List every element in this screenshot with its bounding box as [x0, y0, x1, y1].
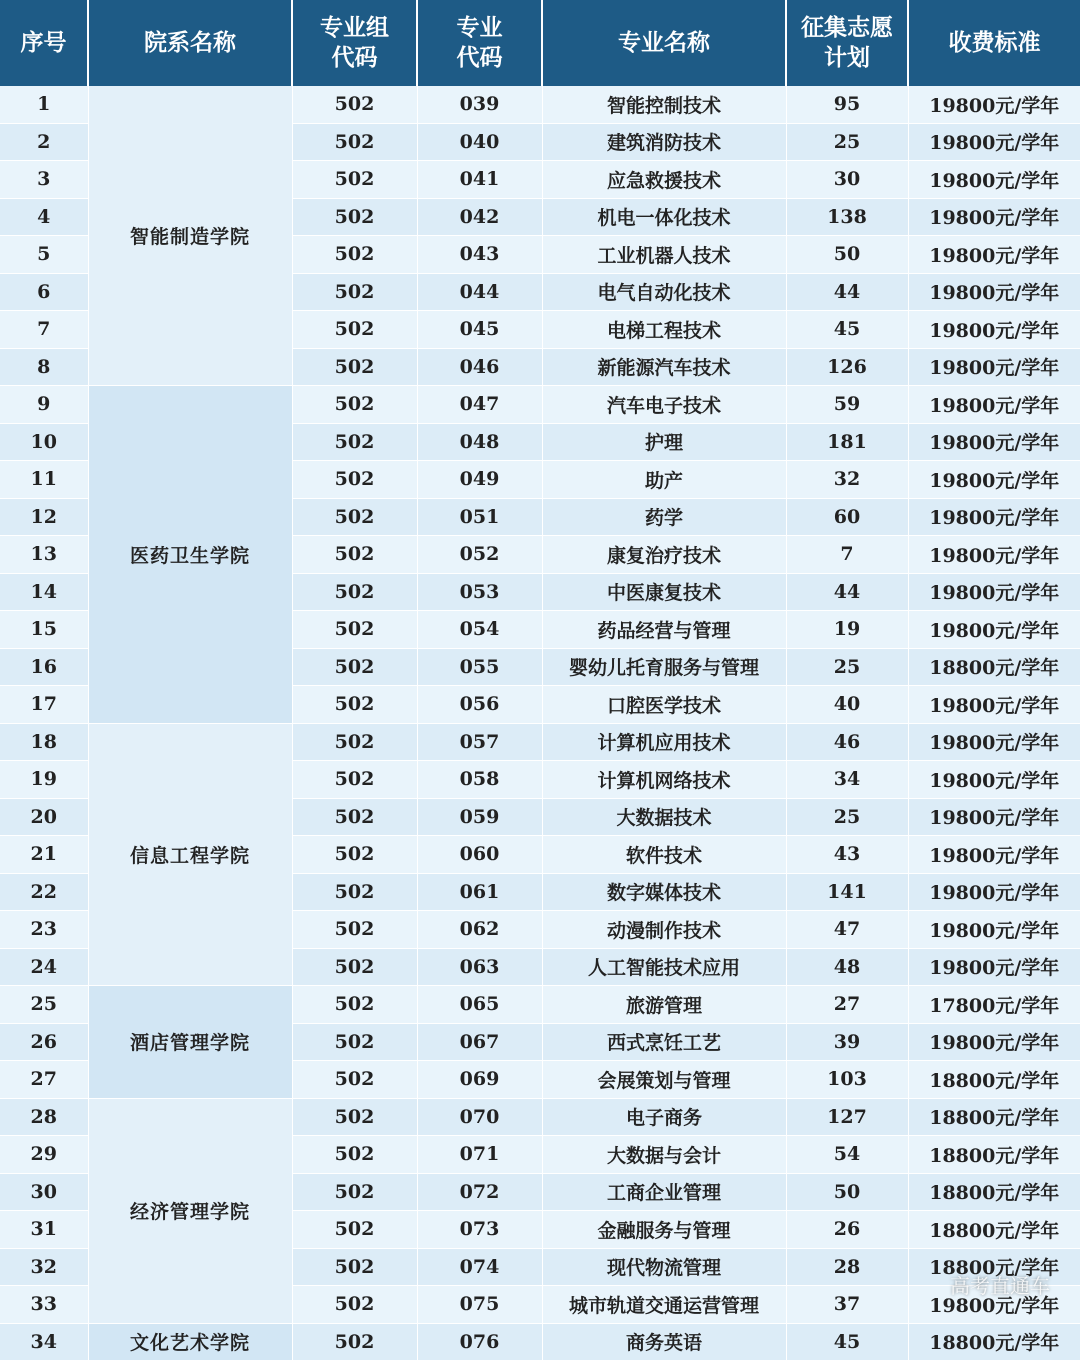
cell-major-name: 大数据与会计	[542, 1136, 786, 1174]
cell-group-code: 502	[292, 86, 417, 123]
cell-plan: 54	[786, 1136, 908, 1174]
cell-fee: 18800元/学年	[908, 1323, 1080, 1361]
cell-fee: 19800元/学年	[908, 236, 1080, 274]
cell-major-name: 电子商务	[542, 1098, 786, 1136]
cell-group-code: 502	[292, 1098, 417, 1136]
cell-fee: 19800元/学年	[908, 911, 1080, 949]
cell-seq: 8	[0, 348, 88, 386]
cell-plan: 28	[786, 1248, 908, 1286]
cell-major-code: 058	[417, 761, 542, 799]
cell-seq: 29	[0, 1136, 88, 1174]
cell-plan: 60	[786, 498, 908, 536]
cell-major-code: 070	[417, 1098, 542, 1136]
cell-fee: 19800元/学年	[908, 273, 1080, 311]
cell-seq: 14	[0, 573, 88, 611]
cell-major-code: 063	[417, 948, 542, 986]
cell-plan: 126	[786, 348, 908, 386]
cell-group-code: 502	[292, 536, 417, 574]
cell-group-code: 502	[292, 1286, 417, 1324]
cell-seq: 18	[0, 723, 88, 761]
cell-fee: 18800元/学年	[908, 1098, 1080, 1136]
cell-fee: 19800元/学年	[908, 723, 1080, 761]
cell-group-code: 502	[292, 611, 417, 649]
cell-major-name: 数字媒体技术	[542, 873, 786, 911]
cell-major-name: 助产	[542, 461, 786, 499]
cell-fee: 19800元/学年	[908, 86, 1080, 123]
cell-major-name: 计算机网络技术	[542, 761, 786, 799]
cell-plan: 40	[786, 686, 908, 724]
cell-seq: 11	[0, 461, 88, 499]
header-college	[88, 0, 292, 86]
cell-fee: 19800元/学年	[908, 798, 1080, 836]
cell-seq: 6	[0, 273, 88, 311]
cell-major-name: 新能源汽车技术	[542, 348, 786, 386]
cell-major-name: 建筑消防技术	[542, 123, 786, 161]
cell-fee: 19800元/学年	[908, 1023, 1080, 1061]
table-body	[0, 86, 1080, 1361]
cell-group-code: 502	[292, 948, 417, 986]
cell-fee: 18800元/学年	[908, 1248, 1080, 1286]
cell-plan: 181	[786, 423, 908, 461]
cell-major-name: 机电一体化技术	[542, 198, 786, 236]
cell-fee: 19800元/学年	[908, 123, 1080, 161]
cell-major-code: 047	[417, 386, 542, 424]
cell-group-code: 502	[292, 648, 417, 686]
header-major-name-label: 专业名称	[618, 30, 710, 56]
cell-major-name: 大数据技术	[542, 798, 786, 836]
cell-fee: 19800元/学年	[908, 873, 1080, 911]
cell-fee: 19800元/学年	[908, 498, 1080, 536]
cell-major-name: 西式烹饪工艺	[542, 1023, 786, 1061]
cell-fee: 19800元/学年	[908, 836, 1080, 874]
cell-seq: 19	[0, 761, 88, 799]
cell-plan: 103	[786, 1061, 908, 1099]
cell-plan: 141	[786, 873, 908, 911]
cell-group-code: 502	[292, 386, 417, 424]
cell-fee: 19800元/学年	[908, 423, 1080, 461]
cell-seq: 13	[0, 536, 88, 574]
cell-plan: 34	[786, 761, 908, 799]
cell-group-code: 502	[292, 161, 417, 199]
cell-college-name: 经济管理学院	[88, 1098, 292, 1323]
header-college-label: 院系名称	[144, 30, 236, 56]
cell-major-code: 054	[417, 611, 542, 649]
cell-major-code: 057	[417, 723, 542, 761]
cell-fee: 19800元/学年	[908, 686, 1080, 724]
cell-seq: 15	[0, 611, 88, 649]
cell-major-name: 电梯工程技术	[542, 311, 786, 349]
cell-seq: 31	[0, 1211, 88, 1249]
cell-plan: 30	[786, 161, 908, 199]
table-row	[0, 986, 1080, 1024]
table-row	[0, 1323, 1080, 1361]
cell-group-code: 502	[292, 873, 417, 911]
cell-seq: 12	[0, 498, 88, 536]
cell-group-code: 502	[292, 798, 417, 836]
cell-seq: 5	[0, 236, 88, 274]
table-header	[0, 0, 1080, 86]
cell-plan: 32	[786, 461, 908, 499]
cell-major-name: 人工智能技术应用	[542, 948, 786, 986]
cell-major-name: 工业机器人技术	[542, 236, 786, 274]
cell-plan: 95	[786, 86, 908, 123]
cell-major-code: 069	[417, 1061, 542, 1099]
cell-major-code: 055	[417, 648, 542, 686]
cell-group-code: 502	[292, 1323, 417, 1361]
cell-major-code: 071	[417, 1136, 542, 1174]
cell-group-code: 502	[292, 461, 417, 499]
cell-group-code: 502	[292, 573, 417, 611]
header-plan-label: 征集志愿 计划	[801, 15, 893, 71]
cell-major-name: 电气自动化技术	[542, 273, 786, 311]
cell-group-code: 502	[292, 423, 417, 461]
cell-group-code: 502	[292, 198, 417, 236]
header-plan	[786, 0, 908, 86]
cell-major-code: 075	[417, 1286, 542, 1324]
cell-fee: 18800元/学年	[908, 1136, 1080, 1174]
table-row	[0, 1098, 1080, 1136]
cell-plan: 46	[786, 723, 908, 761]
cell-major-name: 婴幼儿托育服务与管理	[542, 648, 786, 686]
cell-plan: 27	[786, 986, 908, 1024]
cell-seq: 16	[0, 648, 88, 686]
watermark-text: 高考直通车	[950, 1274, 1050, 1298]
table-row	[0, 386, 1080, 424]
cell-major-name: 现代物流管理	[542, 1248, 786, 1286]
cell-seq: 2	[0, 123, 88, 161]
table-row	[0, 86, 1080, 123]
cell-group-code: 502	[292, 1248, 417, 1286]
cell-major-name: 汽车电子技术	[542, 386, 786, 424]
cell-plan: 59	[786, 386, 908, 424]
cell-major-name: 康复治疗技术	[542, 536, 786, 574]
cell-fee: 19800元/学年	[908, 461, 1080, 499]
cell-fee: 19800元/学年	[908, 761, 1080, 799]
cell-plan: 138	[786, 198, 908, 236]
cell-fee: 18800元/学年	[908, 1173, 1080, 1211]
cell-college-name: 智能制造学院	[88, 86, 292, 386]
cell-fee: 17800元/学年	[908, 986, 1080, 1024]
cell-major-name: 软件技术	[542, 836, 786, 874]
cell-major-name: 旅游管理	[542, 986, 786, 1024]
cell-seq: 1	[0, 86, 88, 123]
cell-fee: 19800元/学年	[908, 948, 1080, 986]
cell-major-name: 城市轨道交通运营管理	[542, 1286, 786, 1324]
cell-group-code: 502	[292, 761, 417, 799]
cell-plan: 44	[786, 573, 908, 611]
cell-seq: 34	[0, 1323, 88, 1361]
cell-seq: 28	[0, 1098, 88, 1136]
header-major-name	[542, 0, 786, 86]
cell-major-code: 040	[417, 123, 542, 161]
cell-group-code: 502	[292, 1211, 417, 1249]
cell-major-code: 041	[417, 161, 542, 199]
cell-plan: 26	[786, 1211, 908, 1249]
cell-plan: 25	[786, 648, 908, 686]
cell-group-code: 502	[292, 1136, 417, 1174]
cell-group-code: 502	[292, 123, 417, 161]
cell-major-code: 072	[417, 1173, 542, 1211]
cell-seq: 9	[0, 386, 88, 424]
cell-major-code: 053	[417, 573, 542, 611]
cell-seq: 21	[0, 836, 88, 874]
cell-major-name: 智能控制技术	[542, 86, 786, 123]
cell-seq: 24	[0, 948, 88, 986]
cell-major-name: 金融服务与管理	[542, 1211, 786, 1249]
cell-group-code: 502	[292, 986, 417, 1024]
cell-group-code: 502	[292, 273, 417, 311]
cell-plan: 45	[786, 1323, 908, 1361]
cell-plan: 44	[786, 273, 908, 311]
cell-fee: 19800元/学年	[908, 161, 1080, 199]
cell-plan: 50	[786, 1173, 908, 1211]
cell-major-code: 043	[417, 236, 542, 274]
cell-major-code: 048	[417, 423, 542, 461]
cell-college-name: 信息工程学院	[88, 723, 292, 986]
cell-seq: 4	[0, 198, 88, 236]
cell-major-code: 039	[417, 86, 542, 123]
header-seq-label: 序号	[20, 30, 67, 56]
cell-major-code: 056	[417, 686, 542, 724]
header-group-code-label: 专业组 代码	[320, 15, 389, 71]
cell-group-code: 502	[292, 1173, 417, 1211]
cell-fee: 19800元/学年	[908, 536, 1080, 574]
cell-plan: 47	[786, 911, 908, 949]
cell-plan: 19	[786, 611, 908, 649]
cell-major-code: 051	[417, 498, 542, 536]
header-major-code	[417, 0, 542, 86]
cell-plan: 39	[786, 1023, 908, 1061]
cell-group-code: 502	[292, 686, 417, 724]
cell-group-code: 502	[292, 348, 417, 386]
cell-group-code: 502	[292, 911, 417, 949]
cell-major-name: 商务英语	[542, 1323, 786, 1361]
cell-major-name: 药品经营与管理	[542, 611, 786, 649]
cell-group-code: 502	[292, 311, 417, 349]
cell-fee: 19800元/学年	[908, 611, 1080, 649]
cell-fee: 18800元/学年	[908, 1211, 1080, 1249]
cell-fee: 19800元/学年	[908, 311, 1080, 349]
cell-major-code: 065	[417, 986, 542, 1024]
cell-seq: 20	[0, 798, 88, 836]
cell-plan: 25	[786, 798, 908, 836]
cell-major-name: 药学	[542, 498, 786, 536]
cell-seq: 7	[0, 311, 88, 349]
cell-fee: 19800元/学年	[908, 198, 1080, 236]
cell-plan: 127	[786, 1098, 908, 1136]
cell-group-code: 502	[292, 498, 417, 536]
cell-major-name: 应急救援技术	[542, 161, 786, 199]
cell-major-code: 049	[417, 461, 542, 499]
cell-plan: 50	[786, 236, 908, 274]
table-row	[0, 723, 1080, 761]
cell-fee: 19800元/学年	[908, 386, 1080, 424]
header-seq	[0, 0, 88, 86]
header-fee-label: 收费标准	[948, 30, 1041, 56]
cell-seq: 17	[0, 686, 88, 724]
cell-seq: 26	[0, 1023, 88, 1061]
cell-major-name: 工商企业管理	[542, 1173, 786, 1211]
cell-seq: 30	[0, 1173, 88, 1211]
cell-fee: 19800元/学年	[908, 573, 1080, 611]
cell-major-name: 口腔医学技术	[542, 686, 786, 724]
cell-seq: 22	[0, 873, 88, 911]
cell-seq: 25	[0, 986, 88, 1024]
cell-major-code: 073	[417, 1211, 542, 1249]
cell-seq: 23	[0, 911, 88, 949]
cell-college-name: 酒店管理学院	[88, 986, 292, 1099]
header-row	[0, 0, 1080, 86]
cell-group-code: 502	[292, 723, 417, 761]
cell-fee: 19800元/学年	[908, 1286, 1080, 1324]
cell-fee: 18800元/学年	[908, 648, 1080, 686]
cell-group-code: 502	[292, 1061, 417, 1099]
cell-seq: 27	[0, 1061, 88, 1099]
header-major-code-label: 专业 代码	[456, 15, 503, 71]
cell-major-name: 会展策划与管理	[542, 1061, 786, 1099]
cell-major-name: 动漫制作技术	[542, 911, 786, 949]
cell-seq: 3	[0, 161, 88, 199]
cell-major-code: 062	[417, 911, 542, 949]
cell-major-code: 061	[417, 873, 542, 911]
cell-seq: 10	[0, 423, 88, 461]
cell-major-code: 060	[417, 836, 542, 874]
cell-plan: 45	[786, 311, 908, 349]
cell-plan: 43	[786, 836, 908, 874]
cell-seq: 32	[0, 1248, 88, 1286]
cell-major-code: 059	[417, 798, 542, 836]
cell-group-code: 502	[292, 836, 417, 874]
cell-plan: 48	[786, 948, 908, 986]
cell-group-code: 502	[292, 236, 417, 274]
cell-college-name: 文化艺术学院	[88, 1323, 292, 1361]
cell-plan: 37	[786, 1286, 908, 1324]
cell-seq: 33	[0, 1286, 88, 1324]
cell-plan: 25	[786, 123, 908, 161]
cell-major-code: 052	[417, 536, 542, 574]
header-group-code	[292, 0, 417, 86]
cell-plan: 7	[786, 536, 908, 574]
cell-major-code: 044	[417, 273, 542, 311]
cell-major-code: 074	[417, 1248, 542, 1286]
cell-fee: 19800元/学年	[908, 348, 1080, 386]
header-fee	[908, 0, 1080, 86]
cell-major-code: 067	[417, 1023, 542, 1061]
cell-group-code: 502	[292, 1023, 417, 1061]
cell-major-code: 042	[417, 198, 542, 236]
cell-major-code: 045	[417, 311, 542, 349]
cell-major-code: 046	[417, 348, 542, 386]
cell-fee: 18800元/学年	[908, 1061, 1080, 1099]
cell-major-code: 076	[417, 1323, 542, 1361]
cell-major-name: 中医康复技术	[542, 573, 786, 611]
cell-major-name: 护理	[542, 423, 786, 461]
cell-major-name: 计算机应用技术	[542, 723, 786, 761]
cell-college-name: 医药卫生学院	[88, 386, 292, 724]
